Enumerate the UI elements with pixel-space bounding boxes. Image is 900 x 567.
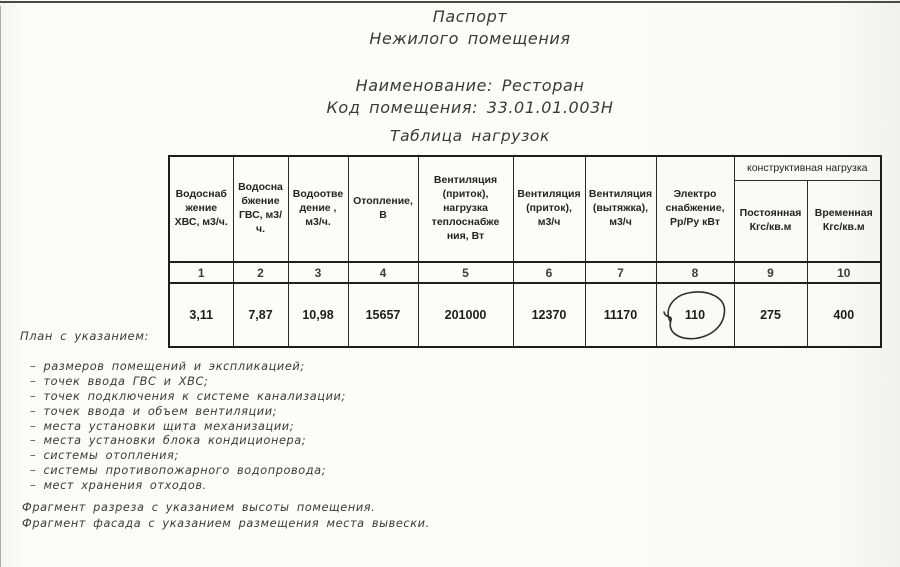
col-num-5: 5	[418, 262, 513, 283]
column-number-row	[169, 262, 881, 283]
fragment-note-section-height: Фрагмент разреза с указанием высоты помещения.	[22, 501, 376, 514]
col-header-water-cold: Водоснаб жение ХВС, м3/ч.	[169, 156, 233, 262]
col-num-1: 1	[169, 262, 233, 283]
value-drainage: 10,98	[288, 283, 348, 347]
value-water-cold: 3,11	[169, 283, 233, 347]
scan-left-edge-line	[0, 6, 1, 567]
plan-item: – системы отопления;	[30, 449, 179, 463]
loads-table-title: Таблица нагрузок	[390, 127, 550, 145]
value-heating: 15657	[348, 283, 418, 347]
col-header-water-hot: Водосна бжение ГВС, м3/ч.	[233, 156, 288, 262]
value-vent-exhaust: 11170	[585, 283, 656, 347]
document-title-line1: Паспорт	[432, 7, 508, 26]
col-header-heating: Отопление, В	[348, 156, 418, 262]
plan-item: – места установки блока кондиционера;	[30, 434, 307, 448]
document-title-line2: Нежилого помещения	[369, 29, 571, 48]
col-num-7: 7	[585, 262, 656, 283]
col-num-6: 6	[513, 262, 585, 283]
plan-item: – размеров помещений и экспликацией;	[30, 360, 305, 373]
col-num-2: 2	[233, 262, 288, 283]
value-water-hot: 7,87	[233, 283, 288, 347]
plan-item: – точек ввода и объем вентиляции;	[30, 404, 278, 418]
col-header-permanent-load: Постоянная Кгс/кв.м	[734, 181, 807, 263]
premises-name-line: Наименование: Ресторан	[355, 76, 585, 95]
fragment-notes	[22, 500, 430, 531]
plan-item: – мест хранения отходов.	[30, 479, 207, 493]
loads-table	[168, 155, 882, 348]
plan-item: – точек ввода ГВС и ХВС;	[30, 374, 209, 388]
col-num-10: 10	[807, 262, 881, 283]
col-num-4: 4	[348, 262, 418, 283]
value-electricity: 110	[684, 308, 706, 322]
value-permanent-load: 275	[734, 283, 807, 347]
scan-top-edge-line	[0, 1, 900, 3]
col-header-vent-supply-heat: Вентиляция (приток), нагрузка теплоснабже ния, Вт	[418, 156, 513, 262]
span-header-structural-load: конструктивная нагрузка	[734, 156, 881, 181]
fragment-note-facade-sign: Фрагмент фасада с указанием размещения места вывески.	[22, 516, 430, 530]
col-header-electricity: Электро снабжение, Рр/Ру кВт	[656, 156, 734, 262]
table-header-row	[169, 156, 881, 181]
plan-items-list	[30, 360, 346, 494]
col-header-temporary-load: Временная Кгс/кв.м	[807, 181, 881, 263]
value-electricity-circled	[656, 283, 734, 347]
col-header-vent-exhaust: Вентиляция (вытяжка), м3/ч	[585, 156, 656, 262]
col-num-9: 9	[734, 262, 807, 283]
values-row	[169, 283, 881, 347]
plan-item: – точек подключения к системе канализации;	[30, 389, 346, 403]
value-vent-heat: 201000	[418, 283, 513, 347]
plan-item: – системы противопожарного водопровода;	[30, 464, 327, 478]
plan-item: – места установки щита механизации;	[30, 419, 295, 433]
premises-code-line: Код помещения: 33.01.01.003Н	[326, 98, 614, 117]
col-header-vent-supply: Вентиляция (приток), м3/ч	[513, 156, 585, 262]
plan-section-heading: План с указанием:	[20, 329, 149, 343]
col-header-drainage: Водоотве дение , м3/ч.	[288, 156, 348, 262]
col-num-3: 3	[288, 262, 348, 283]
col-num-8: 8	[656, 262, 734, 283]
value-vent-supply: 12370	[513, 283, 585, 347]
value-temporary-load: 400	[807, 283, 881, 347]
